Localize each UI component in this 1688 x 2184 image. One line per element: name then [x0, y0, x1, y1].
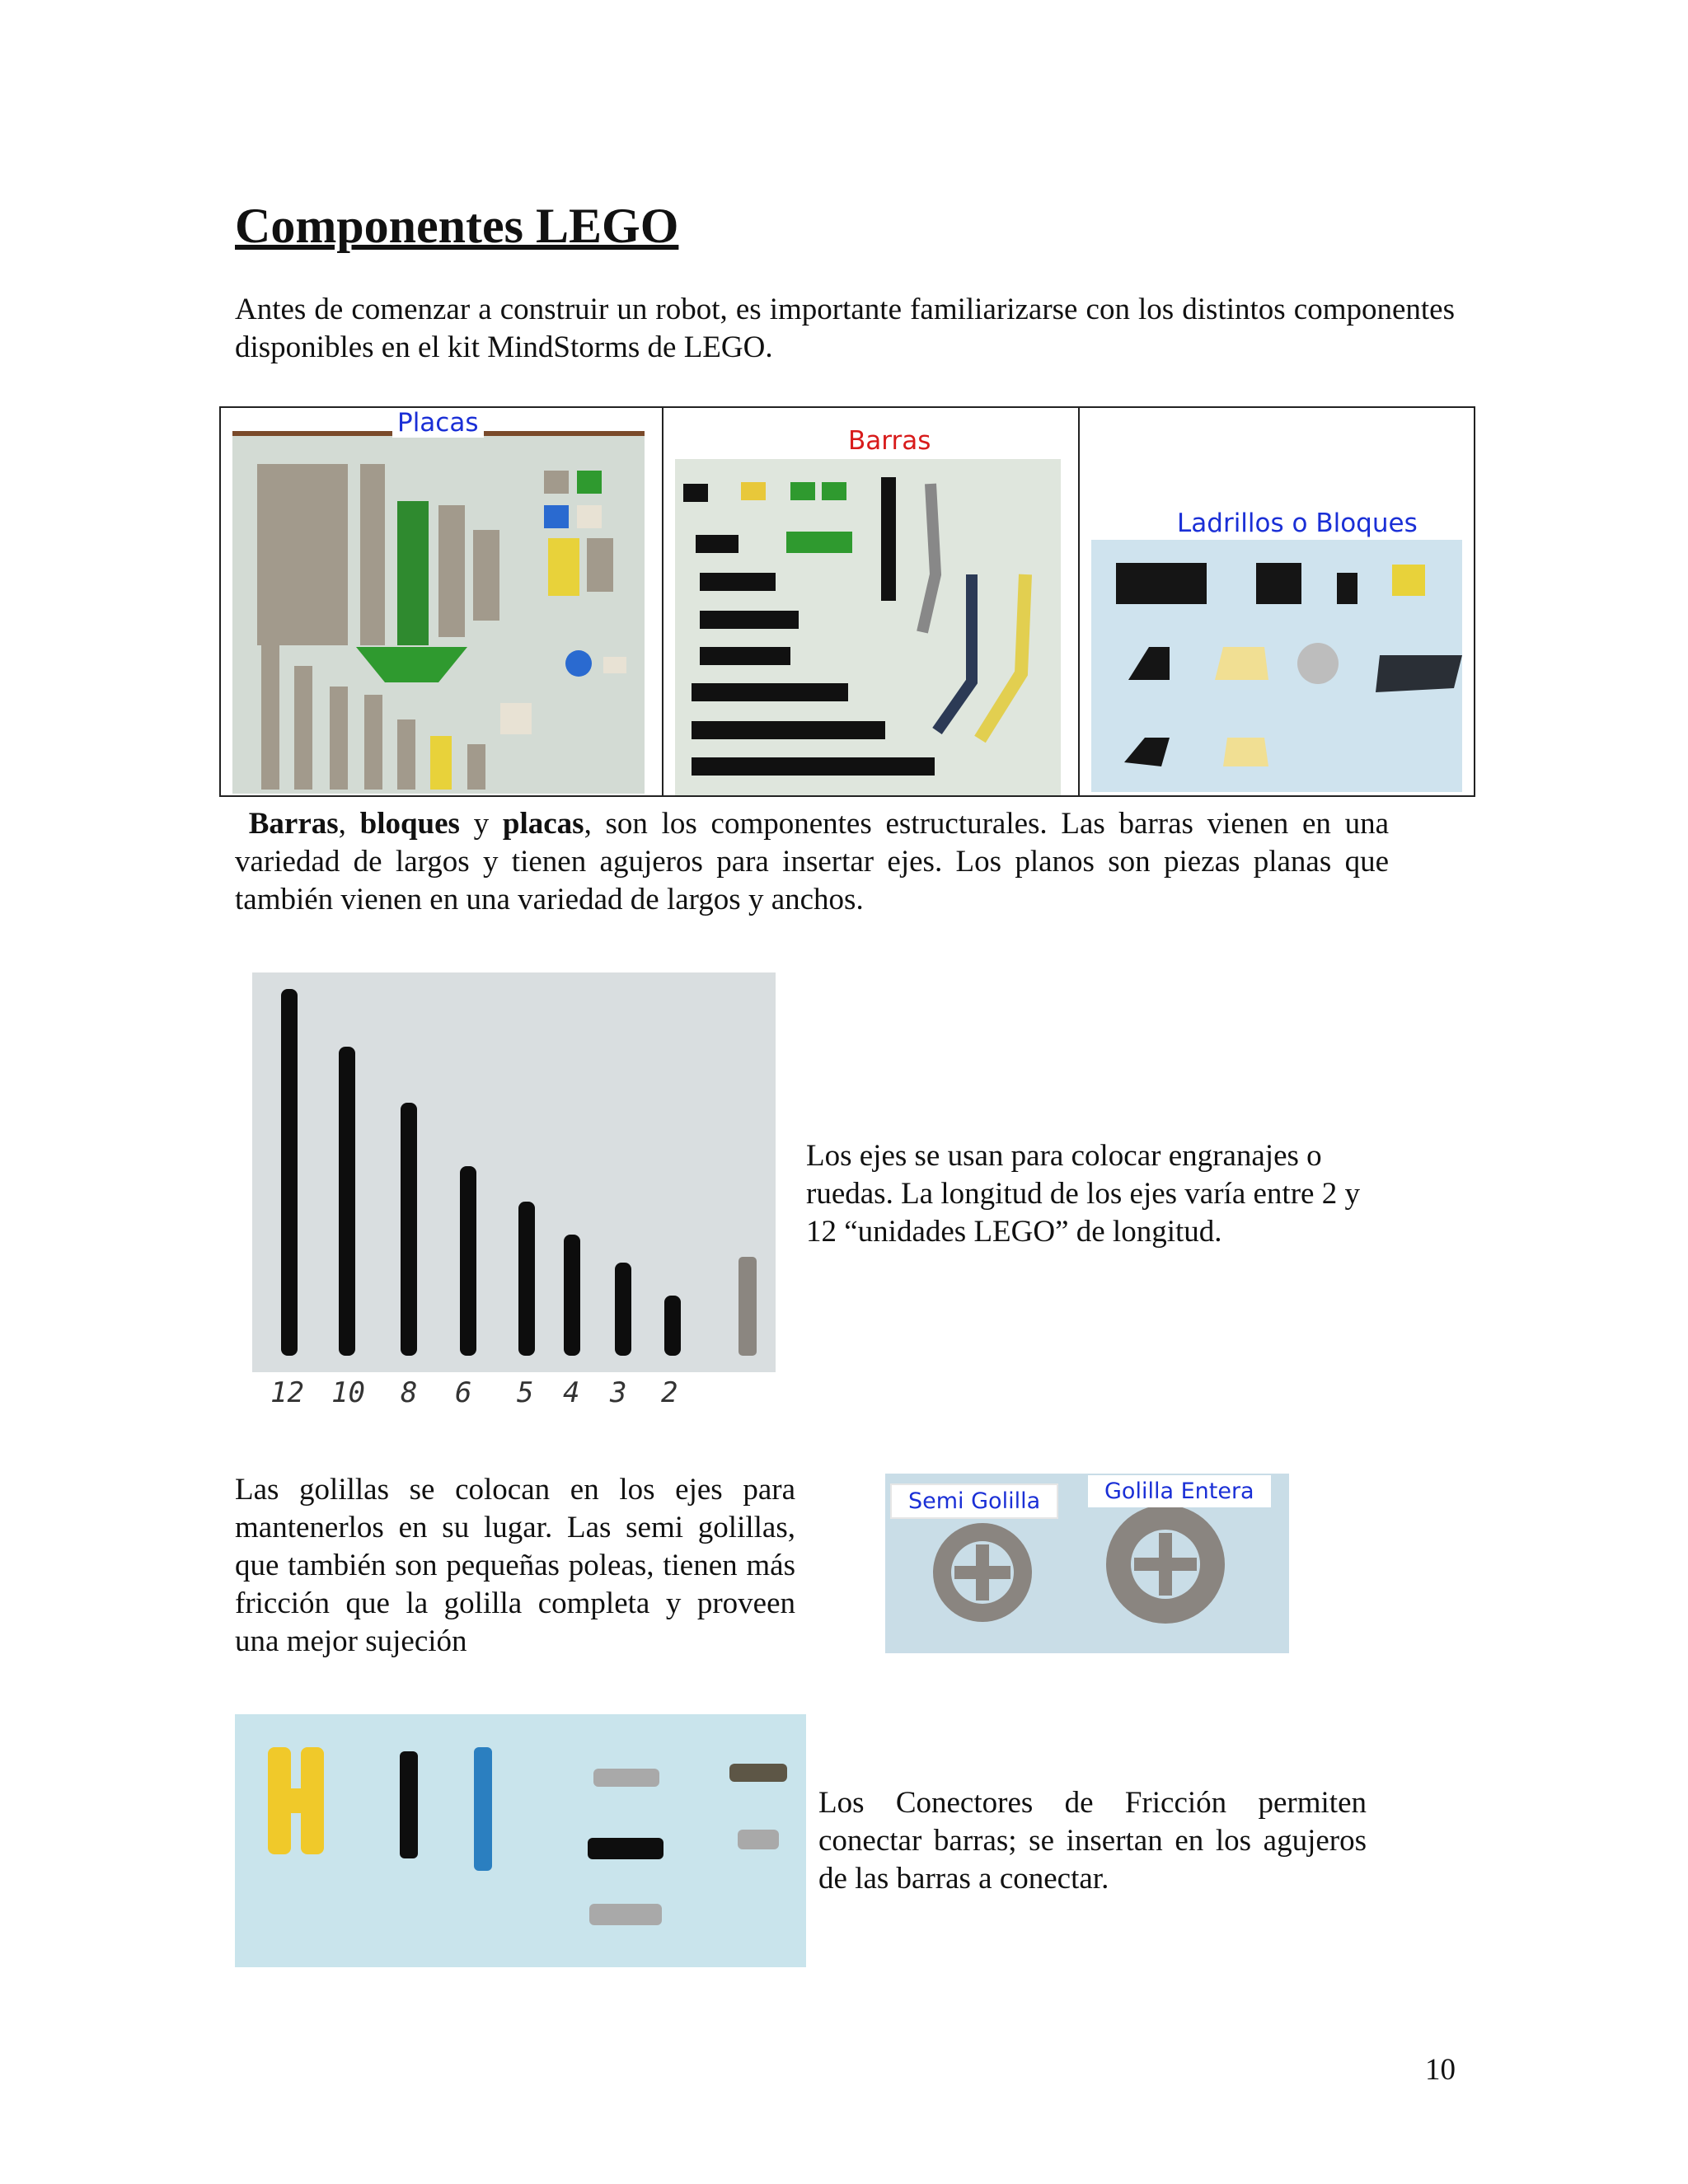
label-placas: Placas — [392, 408, 484, 438]
placas-photo — [232, 431, 645, 794]
lego-axles-image — [252, 972, 776, 1372]
lego-plates-image — [232, 431, 645, 794]
axle-length-3: 3 — [610, 1376, 627, 1409]
label-semi-golilla: Semi Golilla — [890, 1483, 1058, 1519]
axle-length-8: 8 — [401, 1376, 418, 1409]
label-ladrillos: Ladrillos o Bloques — [1172, 509, 1423, 538]
term-placas: placas — [502, 807, 584, 841]
page-number: 10 — [1425, 2053, 1456, 2087]
barras-cell — [663, 408, 1080, 795]
page-title: Componentes LEGO — [235, 199, 679, 253]
lego-beams-image — [675, 459, 1061, 795]
term-barras: Barras — [248, 807, 339, 841]
connectors-photo — [235, 1714, 806, 1967]
term-bloques: bloques — [359, 807, 460, 841]
lego-connectors-image — [235, 1714, 806, 1967]
label-golilla-entera: Golilla Entera — [1088, 1475, 1271, 1507]
axles-photo — [252, 972, 776, 1372]
axle-length-5: 5 — [517, 1376, 534, 1409]
intro-paragraph: Antes de comenzar a construir un robot, es importante familiarizarse con los distintos componentes disponibles en el kit MindStorms de LEGO. — [235, 293, 1455, 364]
connectors-paragraph: Los Conectores de Fricción permiten conectar barras; se insertan en los agujeros de las barras a conectar. — [818, 1786, 1367, 1896]
components-figure-table — [219, 406, 1475, 797]
axles-paragraph: Los ejes se usan para colocar engranajes o ruedas. La longitud de los ejes varía entre 2 y 12 “unidades LEGO” de longitud. — [806, 1139, 1360, 1249]
axle-length-6: 6 — [455, 1376, 472, 1409]
structural-paragraph: Barras, bloques y placas, son los componentes estructurales. Las barras vienen en una variedad de largos y tienen agujeros para insertar ejes. Los planos son piezas planas que también vienen en una variedad de largos y anchos. — [235, 807, 1390, 916]
axle-length-4: 4 — [563, 1376, 580, 1409]
barras-photo — [675, 459, 1061, 795]
placas-cell — [221, 408, 663, 795]
lego-bricks-image — [1091, 540, 1462, 792]
axle-length-2: 2 — [661, 1376, 678, 1409]
ladrillos-cell — [1080, 408, 1475, 795]
ladrillos-photo — [1091, 540, 1462, 792]
axle-length-10: 10 — [331, 1376, 365, 1409]
washers-paragraph: Las golillas se colocan en los ejes para mantenerlos en su lugar. Las semi golillas, que también son pequeñas poleas, tienen más fricción que la golilla completa y proveen una mejor sujeción — [235, 1473, 795, 1658]
axle-length-12: 12 — [270, 1376, 304, 1409]
label-barras: Barras — [843, 426, 935, 456]
